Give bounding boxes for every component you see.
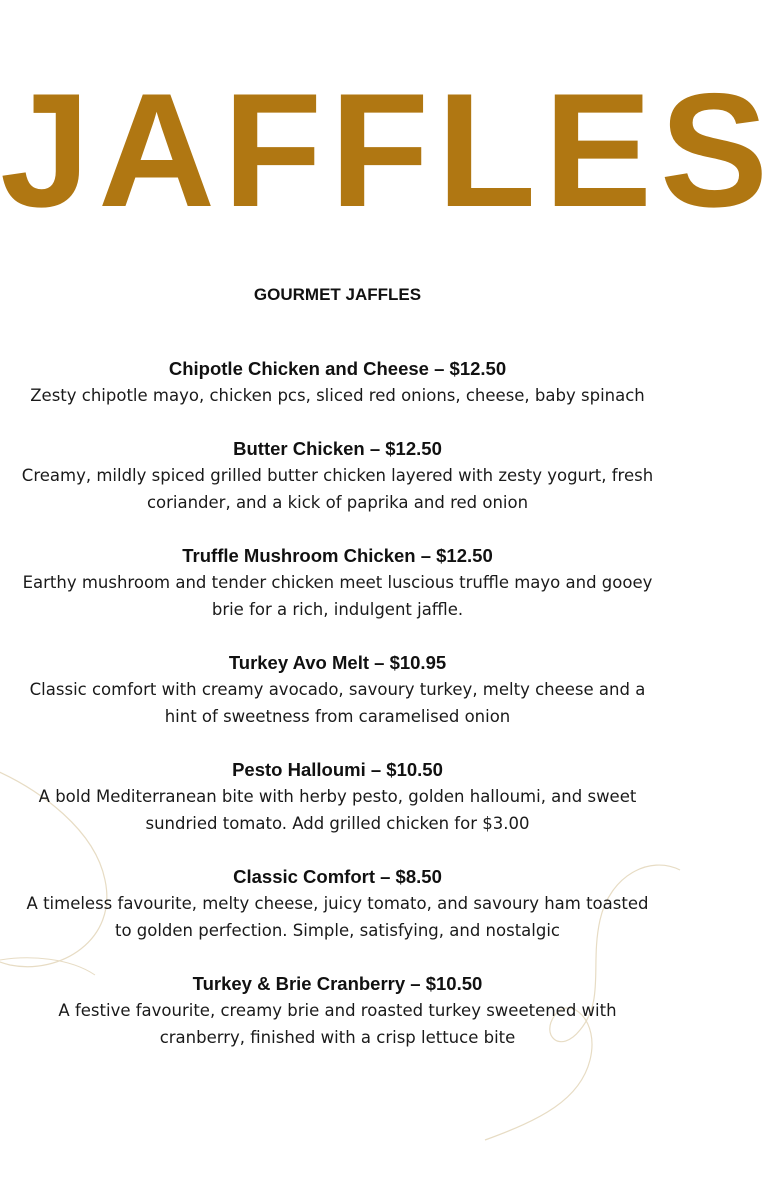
menu-item-description: Creamy, mildly spiced grilled butter chicken layered with zesty yogurt, fresh coriander, and a kick of paprika and red onion xyxy=(21,466,654,512)
menu-item xyxy=(20,971,655,1051)
menu-item-title: Turkey & Brie Cranberry – $10.50 xyxy=(192,973,483,994)
menu-item-title: Butter Chicken – $12.50 xyxy=(233,438,442,459)
menu-item-title: Turkey Avo Melt – $10.95 xyxy=(228,652,447,673)
menu-items-list xyxy=(20,356,655,1078)
menu-item-description: A bold Mediterranean bite with herby pesto, golden halloumi, and sweet sundried tomato. Add grilled chicken for $3.00 xyxy=(38,787,637,833)
menu-item xyxy=(20,864,655,944)
menu-item xyxy=(20,650,655,730)
menu-item xyxy=(20,356,655,409)
menu-item xyxy=(20,543,655,623)
menu-item xyxy=(20,436,655,516)
menu-item-description: Zesty chipotle mayo, chicken pcs, sliced red onions, cheese, baby spinach xyxy=(30,386,645,405)
menu-item-title: Classic Comfort – $8.50 xyxy=(233,866,442,887)
menu-item-title: Pesto Halloumi – $10.50 xyxy=(232,759,443,780)
menu-item-title: Truffle Mushroom Chicken – $12.50 xyxy=(182,545,493,566)
menu-item-description: Classic comfort with creamy avocado, savoury turkey, melty cheese and a hint of sweetness from caramelised onion xyxy=(29,680,646,726)
menu-item-description: A festive favourite, creamy brie and roasted turkey sweetened with cranberry, finished with a crisp lettuce bite xyxy=(58,1001,617,1047)
section-heading: GOURMET JAFFLES xyxy=(253,285,422,304)
menu-item-description: A timeless favourite, melty cheese, juicy tomato, and savoury ham toasted to golden perfection. Simple, satisfying, and nostalgic xyxy=(26,894,649,940)
menu-title: JAFFLES xyxy=(0,60,776,241)
menu-item xyxy=(20,757,655,837)
menu-item-description: Earthy mushroom and tender chicken meet luscious truffle mayo and gooey brie for a rich, indulgent jaffle. xyxy=(22,573,653,619)
menu-item-title: Chipotle Chicken and Cheese – $12.50 xyxy=(168,358,507,379)
